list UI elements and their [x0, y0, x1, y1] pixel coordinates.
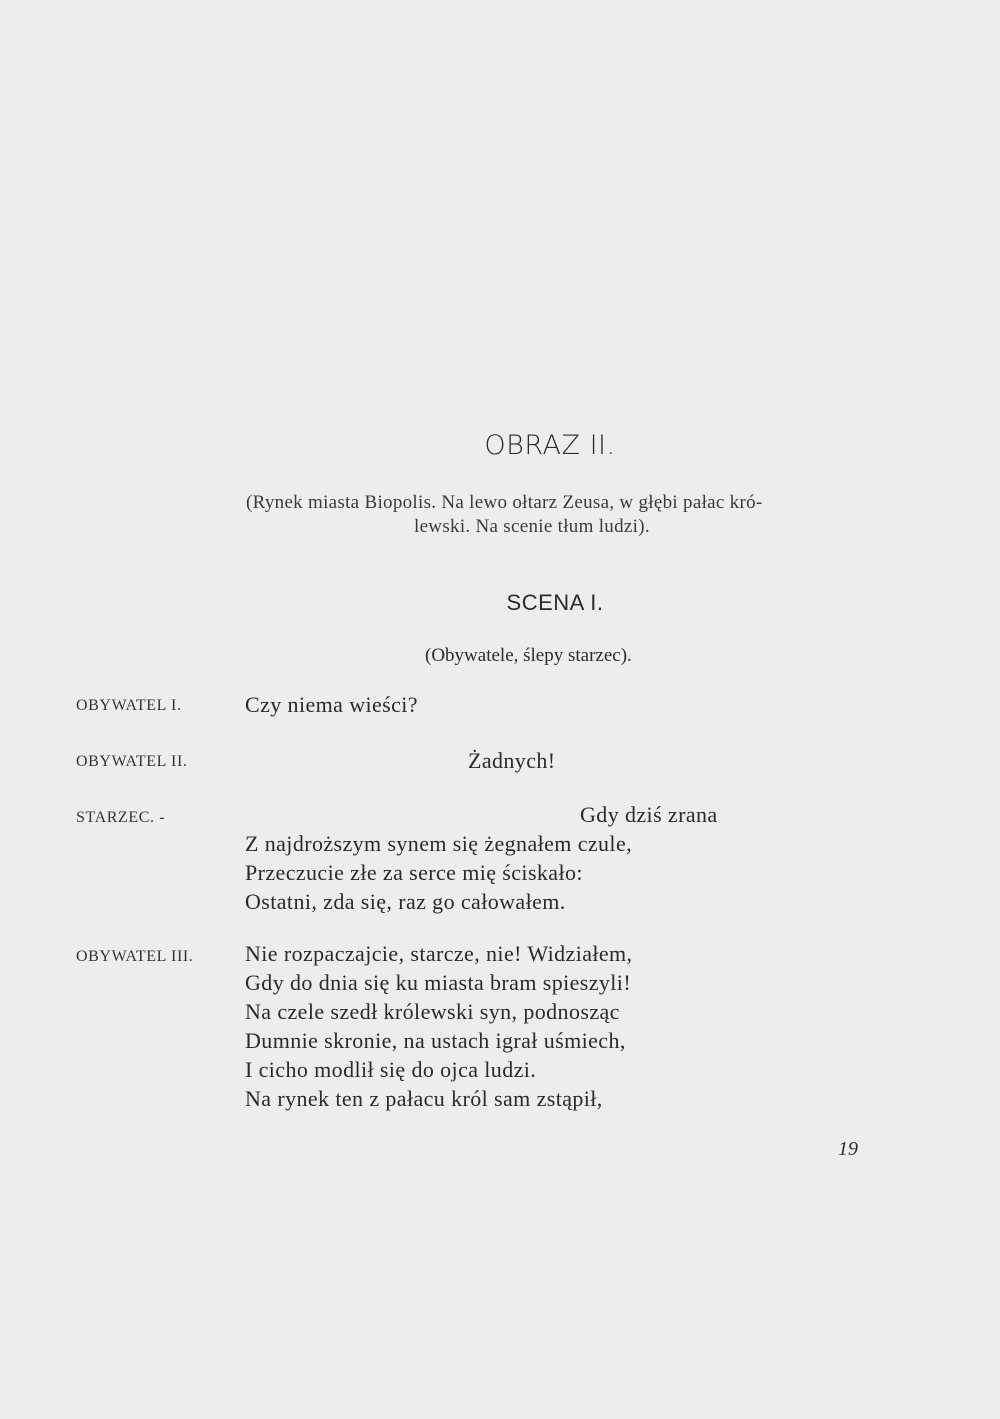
- verse-line: Gdy dziś zrana: [580, 802, 718, 827]
- act-title: OBRAZ II.: [484, 430, 616, 461]
- verse-line: Dumnie skronie, na ustach igrał uśmiech,: [245, 1028, 626, 1053]
- stage-direction-line-1: (Rynek miasta Biopolis. Na lewo ołtarz Zeusa, w głębi pałac kró-: [246, 492, 763, 513]
- scene-title: SCENA I.: [506, 590, 604, 615]
- page-number: 19: [838, 1138, 858, 1160]
- speaker-label: OBYWATEL III.: [76, 948, 194, 965]
- verse-line: Z najdroższym synem się żegnałem czule,: [245, 831, 633, 856]
- speaker-label: OBYWATEL II.: [76, 753, 188, 770]
- verse-line: I cicho modlił się do ojca ludzi.: [245, 1057, 537, 1082]
- verse-line: Na rynek ten z pałacu król sam zstąpił,: [245, 1086, 603, 1111]
- verse-line: Przeczucie złe za serce mię ściskało:: [245, 860, 583, 885]
- stage-direction-line-2: lewski. Na scenie tłum ludzi).: [414, 516, 650, 537]
- verse-line: Ostatni, zda się, raz go całowałem.: [245, 889, 566, 914]
- speaker-label: STARZEC. -: [76, 809, 166, 826]
- scene-persons: (Obywatele, ślepy starzec).: [425, 645, 632, 666]
- speaker-label: OBYWATEL I.: [76, 697, 182, 714]
- verse-line: Czy niema wieści?: [245, 692, 418, 717]
- verse-line: Nie rozpaczajcie, starcze, nie! Widziałem,: [245, 941, 633, 966]
- verse-line: Gdy do dnia się ku miasta bram spieszyli!: [245, 970, 632, 995]
- verse-line: Żadnych!: [468, 748, 556, 773]
- verse-line: Na czele szedł królewski syn, podnosząc: [245, 999, 620, 1024]
